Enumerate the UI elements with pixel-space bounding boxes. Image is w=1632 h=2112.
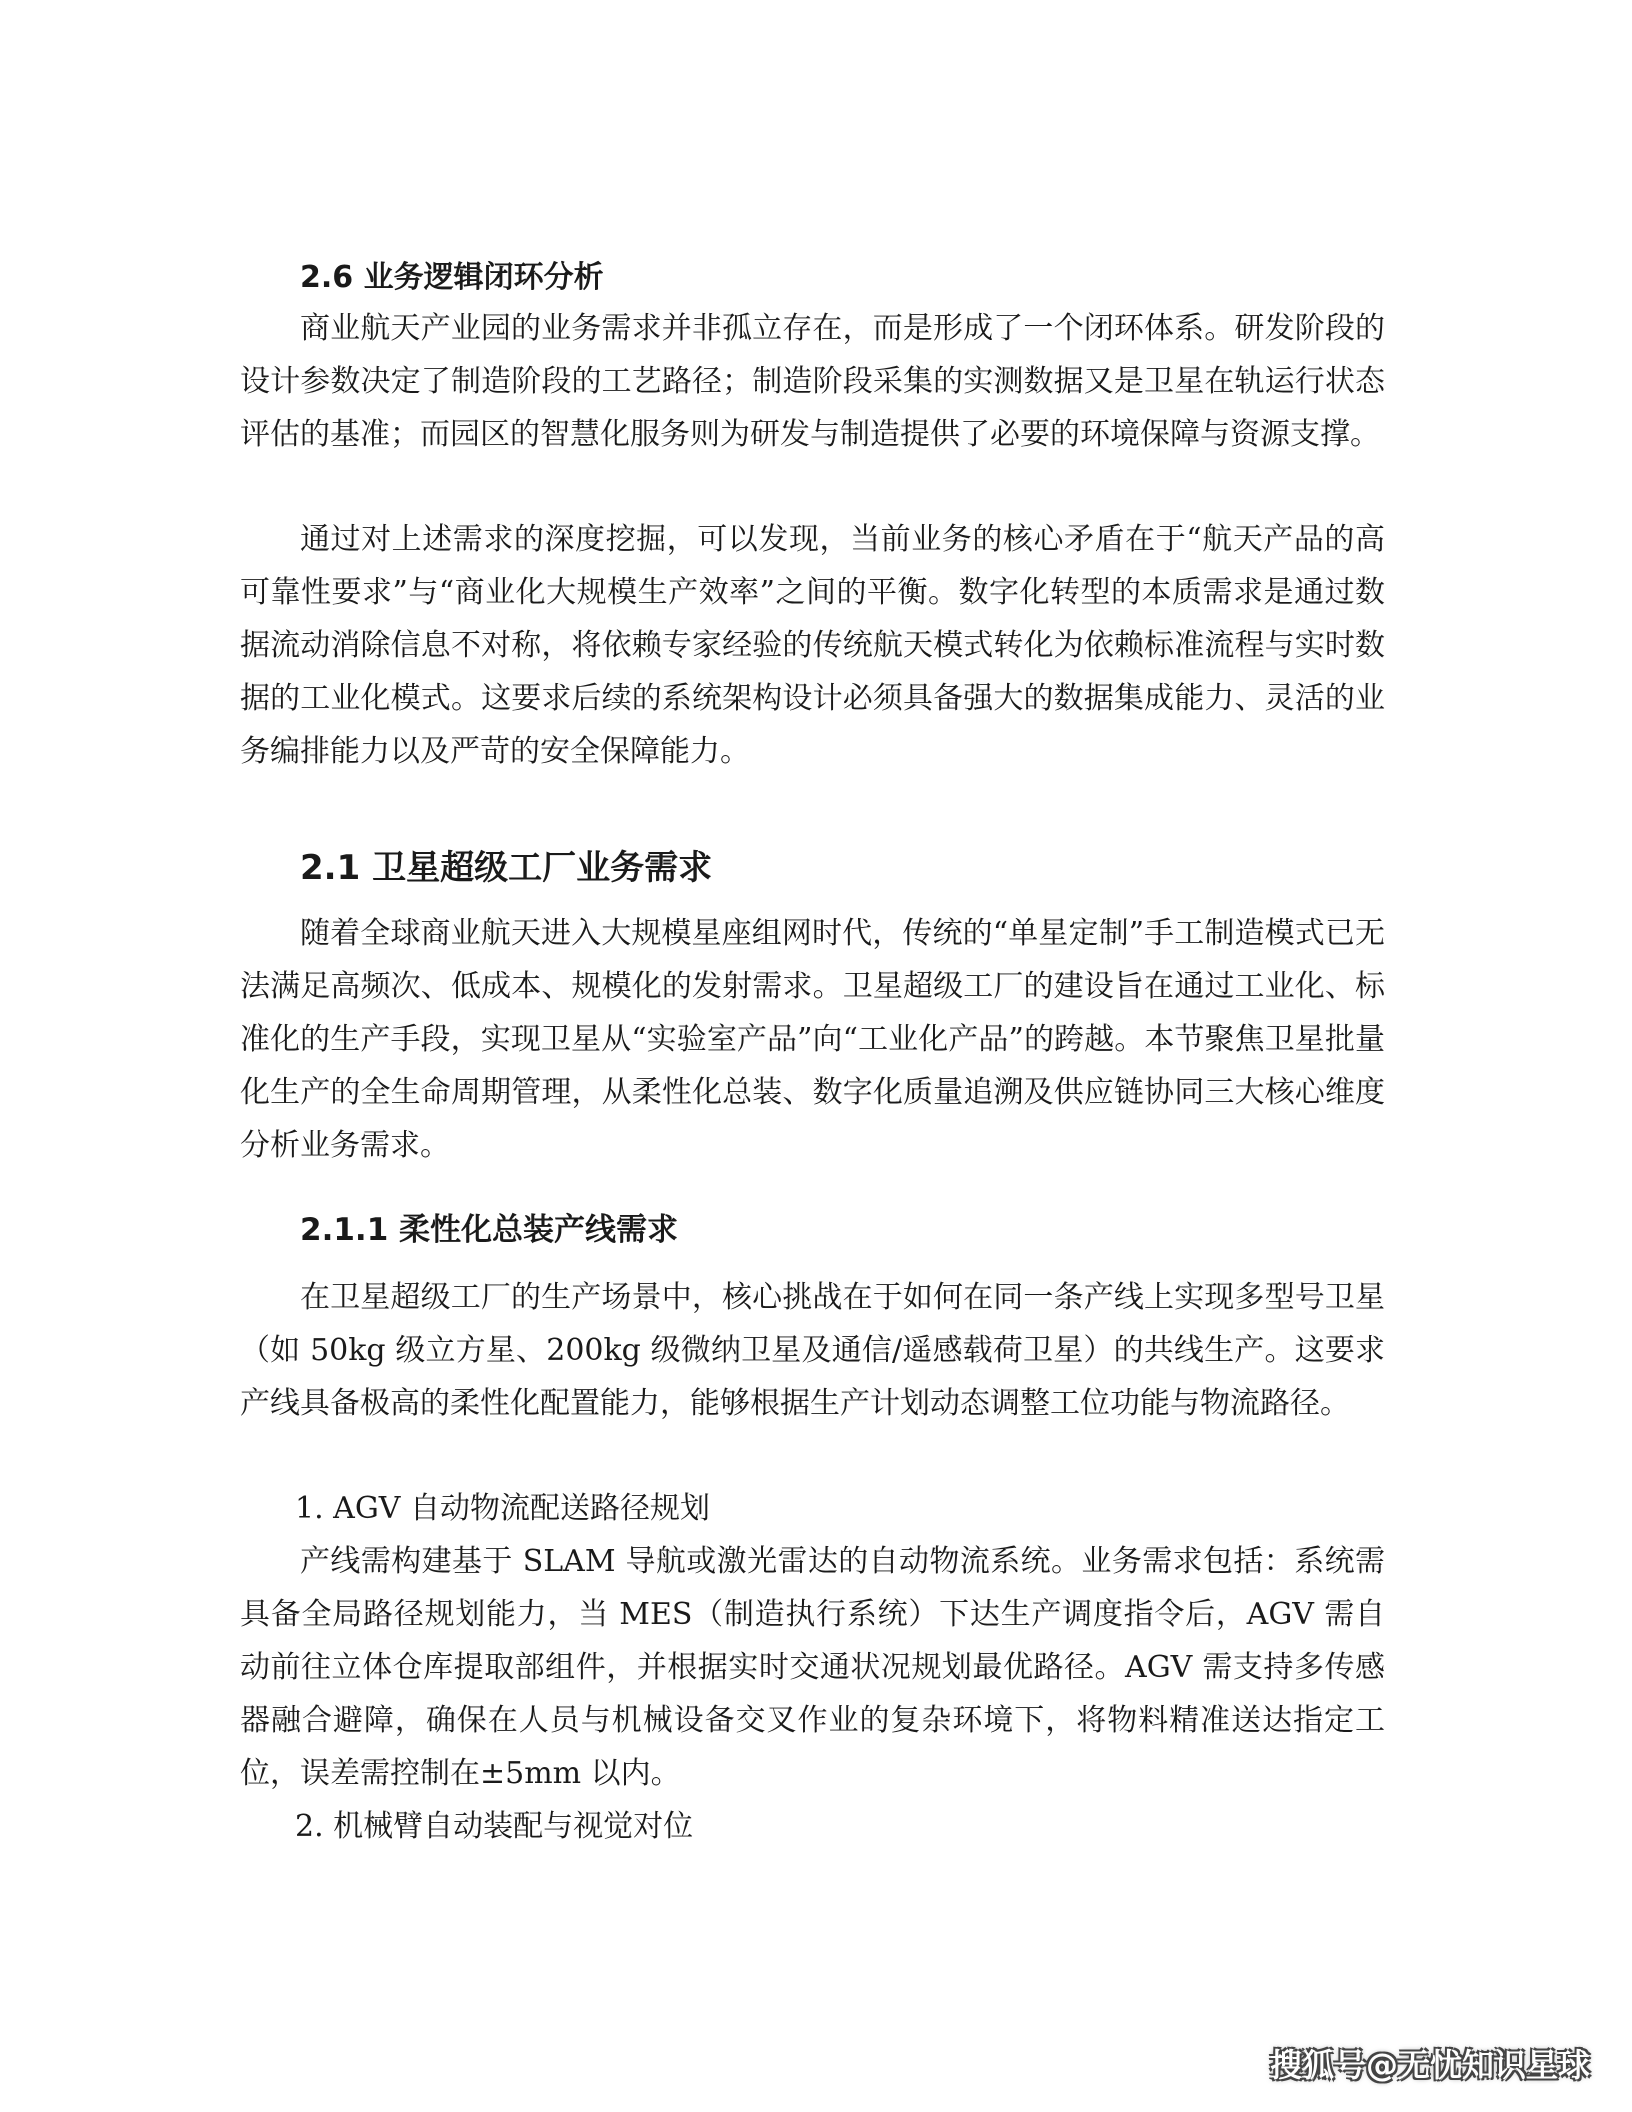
- paragraph-flexible-line: 在卫星超级工厂的生产场景中，核心挑战在于如何在同一条产线上实现多型号卫星（如 50kg 级立方星、200kg 级微纳卫星及通信/遥感载荷卫星）的共线生产。这要求产线具备极高的柔性化配置能力，能够根据生产计划动态调整工位功能与物流路径。: [240, 1280, 1385, 1421]
- section-heading-2-1-1: 2.1.1 柔性化总装产线需求: [300, 1212, 679, 1248]
- section-heading-2-1: 2.1 卫星超级工厂业务需求: [300, 848, 713, 888]
- list-item-robot-arm: 2. 机械臂自动装配与视觉对位: [295, 1809, 694, 1844]
- watermark: 搜狐号@无忧知识星球: [1269, 2046, 1590, 2084]
- list-item-agv: 1. AGV 自动物流配送路径规划: [295, 1491, 710, 1526]
- paragraph-closed-loop: 商业航天产业园的业务需求并非孤立存在，而是形成了一个闭环体系。研发阶段的设计参数决定了制造阶段的工艺路径；制造阶段采集的实测数据又是卫星在轨运行状态评估的基准；而园区的智慧化服务则为研发与制造提供了必要的环境保障与资源支撑。: [240, 311, 1385, 452]
- paragraph-agv: 产线需构建基于 SLAM 导航或激光雷达的自动物流系统。业务需求包括：系统需具备全局路径规划能力，当 MES（制造执行系统）下达生产调度指令后，AGV 需自动前往立体仓库提取部组件，并根据实时交通状况规划最优路径。AGV 需支持多传感器融合避障，确保在人员与机械设备交叉作业的复杂环境下，将物料精准送达指定工位，误差需控制在±5mm 以内。: [240, 1544, 1385, 1791]
- section-heading-2-6: 2.6 业务逻辑闭环分析: [300, 260, 604, 295]
- paragraph-core-conflict: 通过对上述需求的深度挖掘，可以发现，当前业务的核心矛盾在于“航天产品的高可靠性要求”与“商业化大规模生产效率”之间的平衡。数字化转型的本质需求是通过数据流动消除信息不对称，将依赖专家经验的传统航天模式转化为依赖标准流程与实时数据的工业化模式。这要求后续的系统架构设计必须具备强大的数据集成能力、灵活的业务编排能力以及严苛的安全保障能力。: [240, 522, 1385, 769]
- paragraph-super-factory: 随着全球商业航天进入大规模星座组网时代，传统的“单星定制”手工制造模式已无法满足高频次、低成本、规模化的发射需求。卫星超级工厂的建设旨在通过工业化、标准化的生产手段，实现卫星从“实验室产品”向“工业化产品”的跨越。本节聚焦卫星批量化生产的全生命周期管理，从柔性化总装、数字化质量追溯及供应链协同三大核心维度分析业务需求。: [240, 916, 1385, 1163]
